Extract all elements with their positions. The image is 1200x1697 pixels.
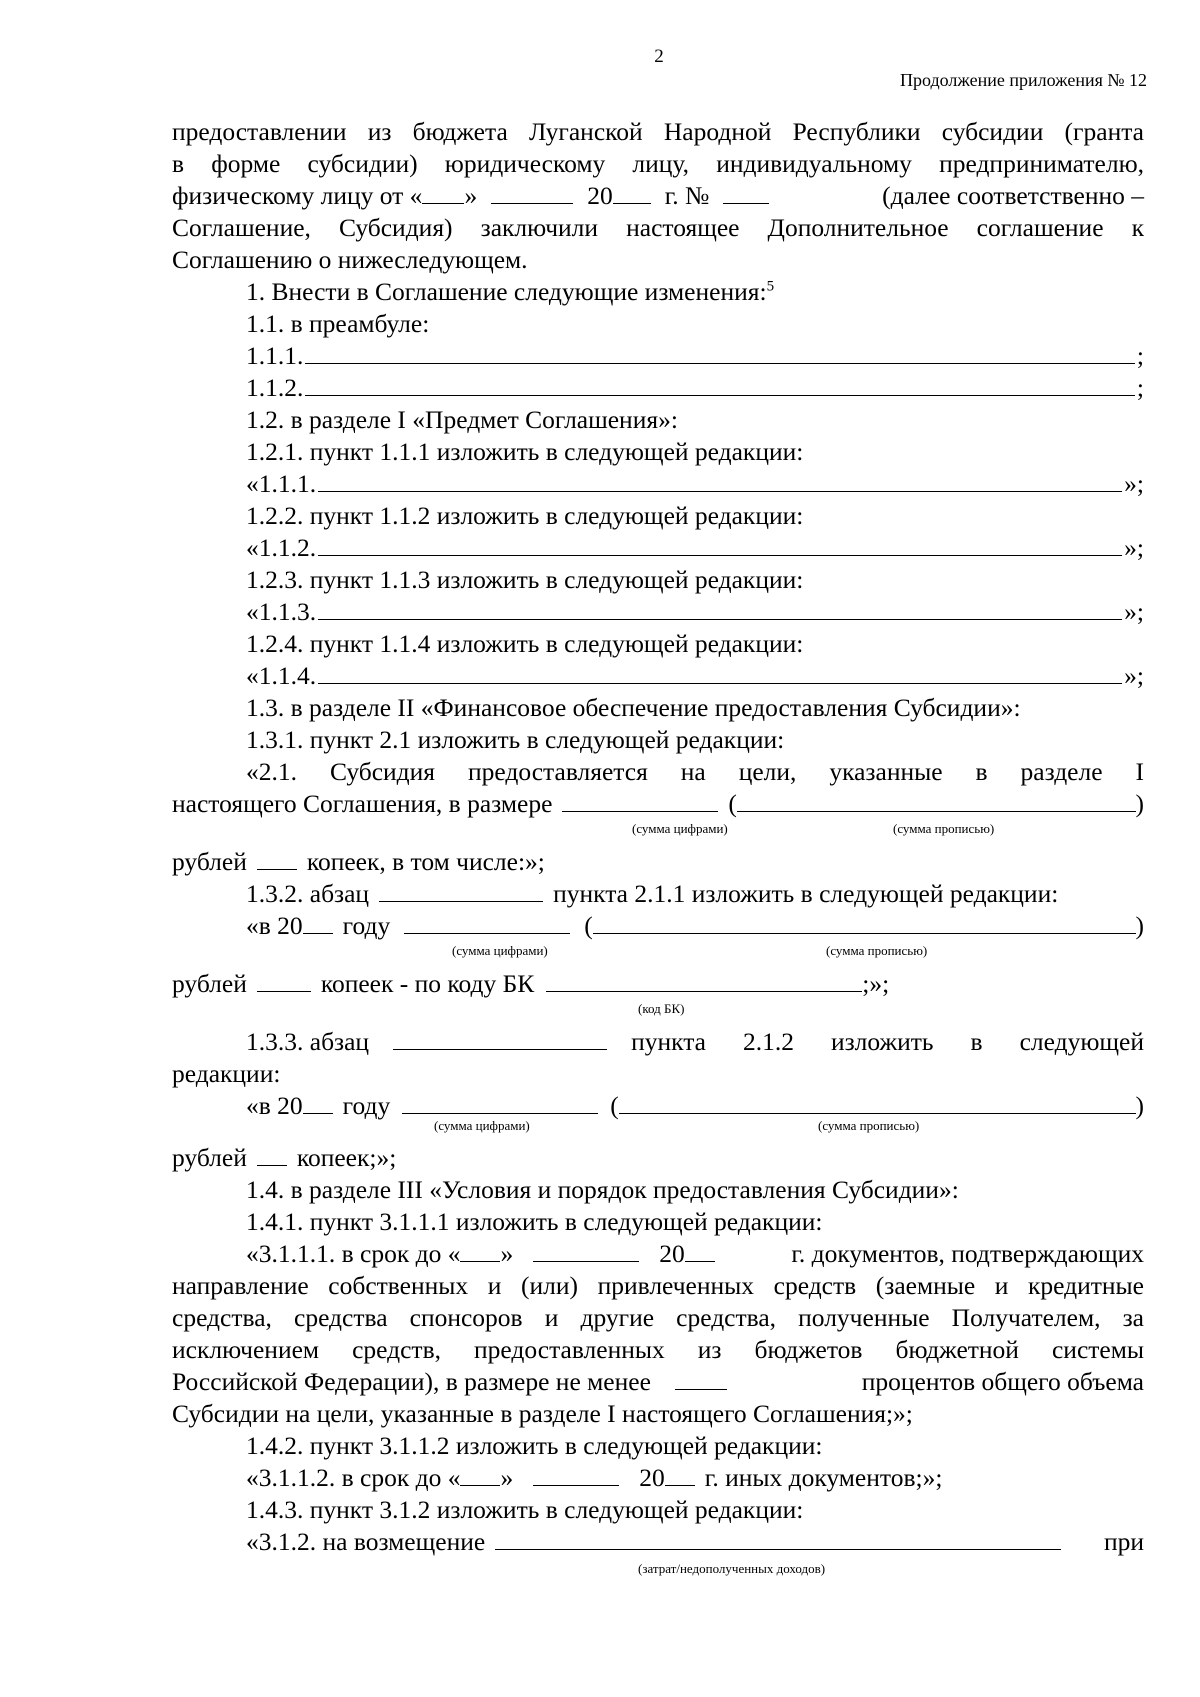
intro-line-3 bbox=[172, 180, 1144, 212]
quote-1-1-4-blank[interactable] bbox=[318, 663, 1122, 684]
p3112-line: «3.1.1.2. в срок до « » 20 г. иных документов;»; bbox=[246, 1463, 943, 1492]
kopecks-2-blank[interactable] bbox=[257, 971, 311, 992]
p3111-line-3: средства, средства спонсоров и другие средства, полученные Получателем, за bbox=[172, 1303, 1144, 1332]
quote-1-1-1: «1.1.1. »; bbox=[246, 469, 1144, 498]
intro-line-5: Соглашению о нижеследующем. bbox=[172, 245, 528, 274]
item-1-3-3: 1.3.3. абзац пункта 2.1.2 изложить в следующей bbox=[246, 1027, 1144, 1056]
p3111-day-blank[interactable] bbox=[460, 1241, 500, 1262]
year-2-sum-words-blank[interactable] bbox=[619, 1093, 1136, 1114]
item-1-3-3-wrap: редакции: bbox=[172, 1059, 281, 1088]
intro-from-label: физическому лицу от « bbox=[172, 181, 423, 210]
costs-blank[interactable] bbox=[495, 1529, 1061, 1550]
p2-1-line-3: рублей копеек, в том числе:»; bbox=[172, 847, 545, 876]
caption-sum-words-3: (сумма прописью) bbox=[818, 1118, 920, 1133]
kopecks-blank[interactable] bbox=[257, 849, 297, 870]
quote-1-1-4: «1.1.4. »; bbox=[246, 661, 1144, 690]
footnote-ref: 5 bbox=[766, 278, 775, 295]
intro-number-label: г. № bbox=[664, 181, 710, 210]
intro-line-4: Соглашение, Субсидия) заключили настоящее Дополнительное соглашение к bbox=[172, 213, 1144, 242]
item-1-2-1: 1.2.1. пункт 1.1.1 изложить в следующей редакции: bbox=[246, 437, 804, 466]
p3111-year-blank[interactable] bbox=[685, 1241, 715, 1262]
year-2-blank[interactable] bbox=[303, 1093, 333, 1114]
year-1-sum-digits-blank[interactable] bbox=[404, 913, 570, 934]
p312-line: «3.1.2. на возмещение при bbox=[246, 1527, 1144, 1556]
section-1-3: 1.3. в разделе II «Финансовое обеспечение предоставления Субсидии»: bbox=[246, 693, 1021, 722]
item-1-1-1-blank[interactable] bbox=[305, 343, 1135, 364]
item-1-3-2-paragraph-blank[interactable] bbox=[379, 881, 543, 902]
sum-digits-blank[interactable] bbox=[562, 791, 718, 812]
p2-1-line-1: «2.1. Субсидия предоставляется на цели, указанные в разделе I bbox=[246, 757, 1144, 786]
item-1-4-2: 1.4.2. пункт 3.1.1.2 изложить в следующей редакции: bbox=[246, 1431, 823, 1460]
page-number: 2 bbox=[654, 46, 664, 67]
quote-1-1-3-blank[interactable] bbox=[318, 599, 1122, 620]
intro-quote-close: » bbox=[464, 181, 478, 210]
year-line-2: «в 20 году ( ) bbox=[246, 1091, 1144, 1120]
percent-blank[interactable] bbox=[675, 1369, 727, 1390]
rub-line-3: рублей копеек;»; bbox=[172, 1143, 397, 1172]
p3111-line-1: «3.1.1.1. в срок до « » 20 г. документов, подтверждающих bbox=[246, 1239, 1144, 1268]
section-1-4: 1.4. в разделе III «Условия и порядок предоставления Субсидии»: bbox=[246, 1175, 959, 1204]
year-1-blank[interactable] bbox=[303, 913, 333, 934]
p3112-month-blank[interactable] bbox=[533, 1465, 619, 1486]
p3111-line-6: Субсидии на цели, указанные в разделе I настоящего Соглашения;»; bbox=[172, 1399, 913, 1428]
caption-code-bk: (код БК) bbox=[638, 1001, 685, 1016]
caption-sum-digits-3: (сумма цифрами) bbox=[434, 1118, 530, 1133]
code-bk-blank[interactable] bbox=[546, 971, 862, 992]
item-1-1-2: 1.1.2. ; bbox=[246, 373, 1144, 402]
section-1-1: 1.1. в преамбуле: bbox=[246, 309, 430, 338]
p3111-month-blank[interactable] bbox=[533, 1241, 639, 1262]
p3112-year-blank[interactable] bbox=[665, 1465, 695, 1486]
rub-line-2: рублей копеек - по коду БК ;»; bbox=[172, 969, 890, 998]
item-1-3-3-paragraph-blank[interactable] bbox=[393, 1029, 607, 1050]
kopecks-3-blank[interactable] bbox=[257, 1145, 287, 1166]
intro-line-1: предоставлении из бюджета Луганской Народной Республики субсидии (гранта bbox=[172, 117, 1144, 146]
quote-1-1-1-blank[interactable] bbox=[318, 471, 1122, 492]
intro-year-prefix: 20 bbox=[587, 181, 613, 210]
item-1-3-3-tail: пункта 2.1.2 изложить в следующей bbox=[631, 1027, 1144, 1056]
caption-sum-words: (сумма прописью) bbox=[893, 821, 995, 836]
year-2-sum-digits-blank[interactable] bbox=[402, 1093, 598, 1114]
day-blank[interactable] bbox=[422, 183, 464, 204]
item-1-2-3: 1.2.3. пункт 1.1.3 изложить в следующей редакции: bbox=[246, 565, 804, 594]
item-1-1-2-blank[interactable] bbox=[305, 375, 1135, 396]
intro-line-2: в форме субсидии) юридическому лицу, индивидуальному предпринимателю, bbox=[172, 149, 1144, 178]
quote-1-1-3: «1.1.3. »; bbox=[246, 597, 1144, 626]
item-1-2-4: 1.2.4. пункт 1.1.4 изложить в следующей редакции: bbox=[246, 629, 804, 658]
section-1-title: 1. Внести в Соглашение следующие изменения:$^5$ bbox=[246, 277, 775, 306]
item-1-4-1: 1.4.1. пункт 3.1.1.1 изложить в следующей редакции: bbox=[246, 1207, 823, 1236]
item-1-2-2: 1.2.2. пункт 1.1.2 изложить в следующей редакции: bbox=[246, 501, 804, 530]
quote-1-1-2: «1.1.2. »; bbox=[246, 533, 1144, 562]
sum-words-blank[interactable] bbox=[737, 791, 1136, 812]
quote-1-1-2-blank[interactable] bbox=[318, 535, 1122, 556]
p3112-day-blank[interactable] bbox=[460, 1465, 500, 1486]
intro-respectively: (далее соответственно – bbox=[882, 181, 1144, 210]
p3111-line-2: направление собственных и (или) привлеченных средств (заемные и кредитные bbox=[172, 1271, 1144, 1300]
p3111-line-5: Российской Федерации), в размере не менее процентов общего объема bbox=[172, 1367, 1144, 1396]
section-1-2: 1.2. в разделе I «Предмет Соглашения»: bbox=[246, 405, 678, 434]
item-1-4-3: 1.4.3. пункт 3.1.2 изложить в следующей редакции: bbox=[246, 1495, 804, 1524]
p3111-line-4: исключением средств, предоставленных из бюджетов бюджетной системы bbox=[172, 1335, 1144, 1364]
caption-sum-words-2: (сумма прописью) bbox=[826, 943, 928, 958]
caption-costs: (затрат/недополученных доходов) bbox=[638, 1561, 826, 1576]
year-blank[interactable] bbox=[613, 183, 651, 204]
year-line-1: «в 20 году ( ) bbox=[246, 911, 1144, 940]
item-1-3-2: 1.3.2. абзац пункта 2.1.1 изложить в следующей редакции: bbox=[246, 879, 1059, 908]
agreement-number-blank[interactable] bbox=[723, 183, 769, 204]
caption-sum-digits-2: (сумма цифрами) bbox=[452, 943, 548, 958]
item-1-1-1: 1.1.1. ; bbox=[246, 341, 1144, 370]
item-1-3-1: 1.3.1. пункт 2.1 изложить в следующей редакции: bbox=[246, 725, 785, 754]
p2-1-line-2: настоящего Соглашения, в размере ( ) bbox=[172, 789, 1144, 818]
year-1-sum-words-blank[interactable] bbox=[593, 913, 1136, 934]
appendix-header: Продолжение приложения № 12 bbox=[900, 70, 1148, 90]
month-blank[interactable] bbox=[491, 183, 573, 204]
caption-sum-digits: (сумма цифрами) bbox=[632, 821, 728, 836]
